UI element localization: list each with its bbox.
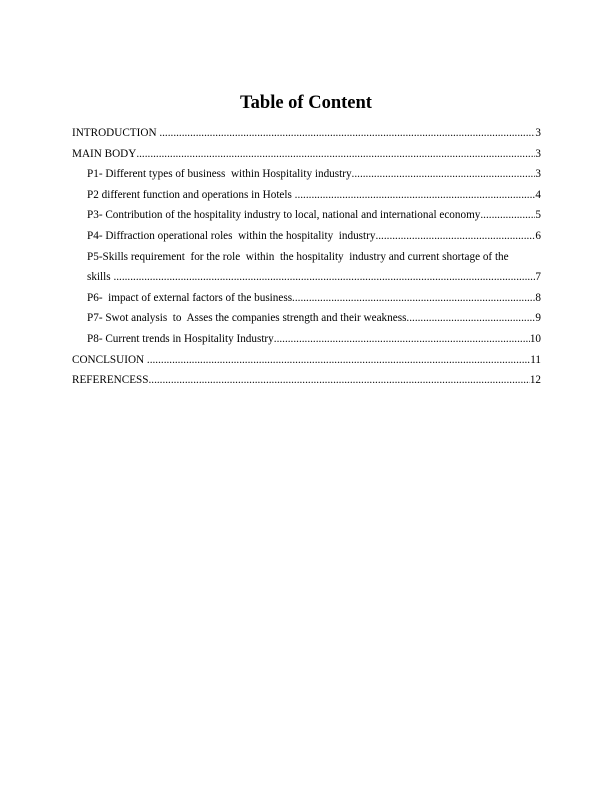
toc-entry-label: P3- Contribution of the hospitality industry to local, national and international economy — [87, 209, 481, 222]
dot-leader — [159, 123, 535, 144]
table-of-contents — [72, 123, 541, 391]
toc-entry-label: P8- Current trends in Hospitality Industry — [87, 332, 274, 345]
dot-leader — [480, 205, 535, 226]
dot-leader — [292, 288, 535, 309]
toc-entry-p4[interactable] — [72, 226, 541, 247]
toc-entry-label: P5-Skills requirement for the role within the hospitality industry and current shortage of the — [87, 250, 509, 263]
toc-entry-references[interactable] — [72, 370, 541, 391]
page-title: Table of Content — [240, 93, 372, 113]
toc-entry-label-continued: skills — [87, 271, 114, 284]
toc-entry-label: INTRODUCTION — [72, 127, 160, 139]
toc-entry-conclusion[interactable] — [72, 350, 541, 371]
toc-entry-label: P1- Different types of business within Hospitality industry — [87, 168, 352, 181]
toc-entry-p3[interactable] — [72, 205, 541, 226]
dot-leader — [148, 370, 529, 391]
dot-leader — [136, 144, 535, 165]
toc-entry-label: CONCLSUION — [72, 353, 147, 366]
toc-entry-p8[interactable] — [72, 329, 541, 350]
dot-leader — [113, 267, 535, 288]
toc-page-number: 10 — [529, 332, 541, 345]
toc-entry-p5-line2[interactable] — [72, 267, 541, 288]
toc-entry-label: P4- Diffraction operational roles within the hospitality industry — [87, 229, 376, 242]
toc-page-number: 9 — [535, 312, 541, 325]
toc-page-number: 3 — [535, 127, 541, 139]
toc-entry-main-body[interactable] — [72, 144, 541, 165]
toc-entry-p2[interactable] — [72, 185, 541, 206]
toc-page-number: 5 — [535, 209, 541, 222]
toc-page-number: 4 — [535, 188, 541, 201]
toc-entry-label: P2 different function and operations in Hotels — [87, 188, 295, 201]
dot-leader — [352, 164, 536, 185]
dot-leader — [375, 226, 535, 247]
toc-entry-p1[interactable] — [72, 164, 541, 185]
toc-page-number: 3 — [535, 147, 541, 160]
dot-leader — [406, 308, 535, 329]
toc-page-number: 11 — [530, 353, 541, 366]
toc-entry-label: P7- Swot analysis to Asses the companies strength and their weakness — [87, 312, 407, 325]
toc-page-number: 6 — [535, 229, 541, 242]
toc-entry-p7[interactable] — [72, 308, 541, 329]
dot-leader — [274, 329, 530, 350]
toc-entry-introduction[interactable] — [72, 123, 541, 144]
dot-leader — [295, 185, 536, 206]
toc-entry-label: REFERENCESS — [72, 374, 149, 387]
toc-entry-label: MAIN BODY — [72, 147, 137, 160]
dot-leader — [147, 350, 530, 371]
toc-entry-p6[interactable] — [72, 288, 541, 309]
toc-entry-label: P6- impact of external factors of the business — [87, 291, 293, 304]
toc-entry-p5-line1[interactable] — [72, 247, 541, 268]
toc-page-number: 8 — [535, 291, 541, 304]
toc-page-number: 12 — [529, 374, 541, 387]
toc-page-number: 7 — [535, 271, 541, 284]
toc-page-number: 3 — [535, 168, 541, 181]
